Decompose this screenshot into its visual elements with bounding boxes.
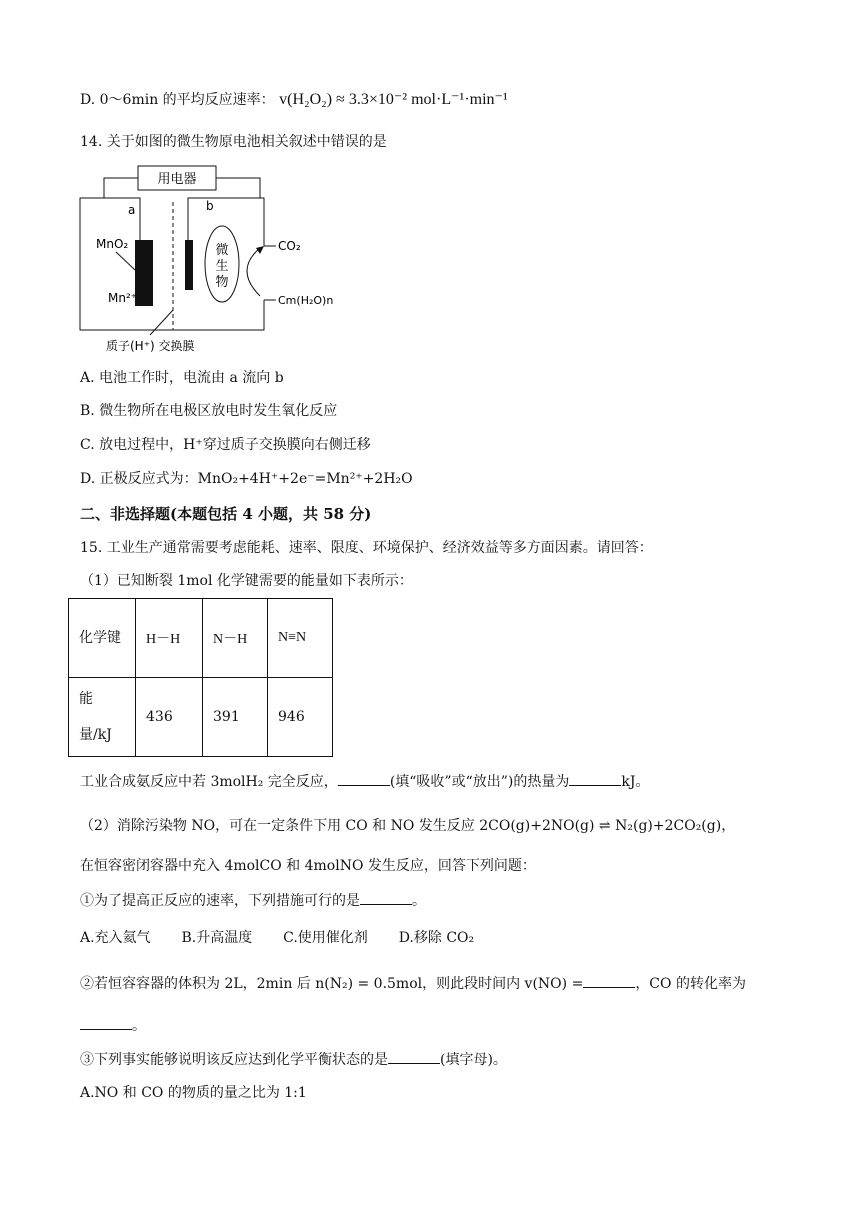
q15-sub2 (80, 973, 746, 994)
mno2-label: MnO₂ (96, 237, 129, 251)
q15-part1-q-middle: (填“吸收”或“放出”)的热量为 (389, 774, 570, 790)
q15-sub2-b: ，CO 的转化率为 (635, 976, 746, 992)
q15-sub1 (80, 890, 426, 911)
device-label: 用电器 (157, 172, 197, 187)
energy-h-h: 436 (136, 678, 203, 757)
q14-stem: 14. 关于如图的微生物原电池相关叙述中错误的是 (80, 134, 387, 150)
q13-option-d-label: D. 0～6min 的平均反应速率： (80, 92, 275, 108)
q15-stem: 15. 工业生产通常需要考虑能耗、速率、限度、环境保护、经济效益等多方面因素。请回答： (80, 540, 653, 556)
q13-option-d-formula: v(H₂O₂) ≈ 3.3×10⁻² mol·L⁻¹·min⁻¹ (279, 91, 508, 108)
microbe-char-2: 生 (215, 259, 229, 274)
answer-blank-heat-direction[interactable] (338, 771, 390, 786)
answer-blank-v-no[interactable] (583, 973, 635, 988)
q15-part1-intro: （1）已知断裂 1mol 化学键需要的能量如下表所示： (80, 573, 413, 589)
sub1-option-a: A.充入氦气 (80, 930, 151, 946)
organic-label: Cm(H₂O)n (278, 294, 334, 307)
q13-option-d (80, 90, 508, 110)
table-header-bond: 化学键 (69, 599, 136, 678)
answer-blank-co-conversion[interactable] (80, 1015, 132, 1030)
bond-energy-table (68, 598, 333, 757)
section2-title: 二、非选择题(本题包括 4 小题，共 58 分) (80, 505, 372, 523)
q15-sub2-end: 。 (132, 1018, 146, 1034)
q15-sub3-text: ③下列事实能够说明该反应达到化学平衡状态的是 (80, 1052, 388, 1068)
q15-part1-q-before: 工业合成氨反应中若 3molH₂ 完全反应， (80, 774, 338, 790)
q15-part1-q-end: kJ。 (621, 774, 650, 790)
microbe-char-1: 微 (215, 243, 229, 258)
q15-part1-question (80, 771, 649, 792)
energy-n-triple-n: 946 (268, 678, 333, 757)
answer-blank-heat-amount[interactable] (569, 771, 621, 786)
microbial-cell-diagram (78, 160, 334, 360)
answer-blank-sub1[interactable] (360, 890, 412, 905)
sub1-option-b: B.升高温度 (181, 930, 253, 946)
q15-sub1-text: ①为了提高正反应的速率，下列措施可行的是 (80, 893, 360, 909)
q15-sub3 (80, 1049, 507, 1070)
mn2plus-label: Mn²⁺ (108, 291, 138, 305)
answer-blank-sub3[interactable] (388, 1049, 440, 1064)
q14-option-d: D. 正极反应式为：MnO₂+4H⁺+2e⁻=Mn²⁺+2H₂O (80, 471, 413, 487)
bond-h-h: H－H (136, 599, 203, 678)
electrode-a-label: a (128, 203, 136, 217)
electrode-b-label: b (206, 199, 214, 213)
table-header-energy: 能量/kJ (69, 678, 136, 757)
co2-label: CO₂ (278, 239, 301, 253)
q15-sub1-end: 。 (412, 893, 426, 909)
q14-option-b: B. 微生物所在电极区放电时发生氧化反应 (80, 403, 338, 419)
sub1-option-c: C.使用催化剂 (283, 930, 368, 946)
q15-sub2-cont (80, 1015, 146, 1036)
bond-n-h: N－H (203, 599, 268, 678)
q14-option-a: A. 电池工作时，电流由 a 流向 b (80, 370, 284, 386)
bond-n-triple-n: N≡N (268, 599, 333, 678)
q15-part2-intro2: 在恒容密闭容器中充入 4molCO 和 4molNO 发生反应，回答下列问题： (80, 858, 536, 874)
membrane-label: 质子(H⁺) 交换膜 (106, 339, 195, 353)
q15-sub2-a: ②若恒容容器的体积为 2L，2min 后 n(N₂) = 0.5mol，则此段时间内 v(NO) = (80, 976, 584, 992)
energy-n-h: 391 (203, 678, 268, 757)
q14-option-c: C. 放电过程中，H⁺穿过质子交换膜向右侧迁移 (80, 437, 371, 453)
microbe-char-3: 物 (215, 275, 229, 290)
sub1-option-d: D.移除 CO₂ (398, 930, 475, 946)
q15-part2-intro: （2）消除污染物 NO，可在一定条件下用 CO 和 NO 发生反应 2CO(g)+2NO(g) ⇌ N₂(g)+2CO₂(g)， (80, 818, 736, 834)
q15-sub3-end: (填字母)。 (440, 1052, 507, 1068)
q15-sub3-option-a: A.NO 和 CO 的物质的量之比为 1:1 (80, 1085, 307, 1101)
q15-sub1-options (80, 928, 474, 948)
